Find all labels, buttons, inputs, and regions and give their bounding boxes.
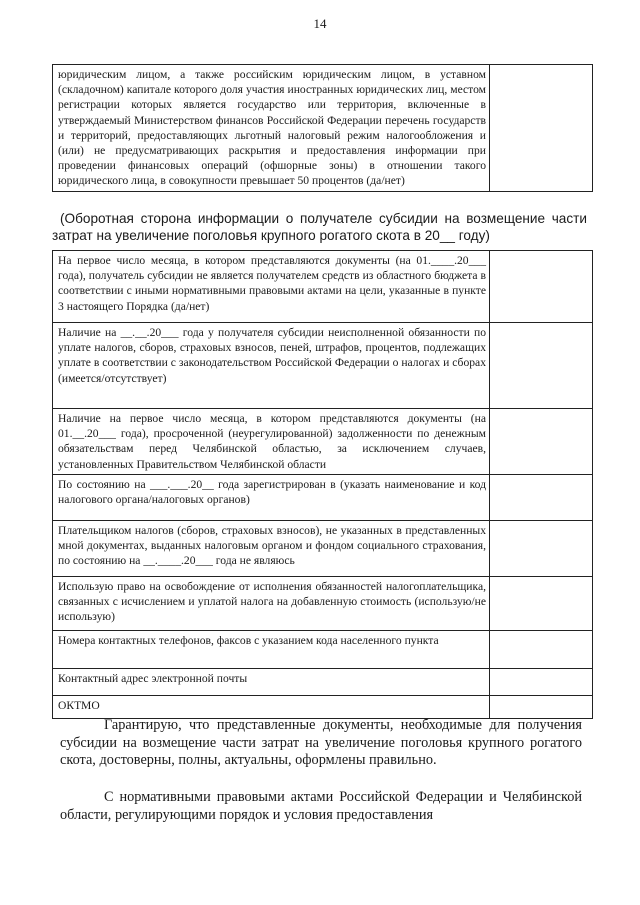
table-row bbox=[53, 576, 593, 630]
row-label: Использую право на освобождение от исполнения обязанностей налогоплательщика, связанных с исчислением и уплатой налога на добавленную стоимость (использую/не использую) bbox=[53, 576, 490, 630]
row-value-field[interactable] bbox=[490, 323, 593, 409]
row-value-field[interactable] bbox=[490, 65, 593, 192]
table-row bbox=[53, 520, 593, 576]
row-value-field[interactable] bbox=[490, 251, 593, 323]
page-number: 14 bbox=[313, 16, 327, 31]
row-label: ОКТМО bbox=[53, 695, 490, 718]
row-label: юридическим лицом, а также российским юридическим лицом, в уставном (складочном) капитале которого доля участия иностранных юридических лиц, местом регистрации которых является государство или территория, включенные в утверждаемый Министерством финансов Российской Федерации перечень государств и территорий, предоставляющих льготный налоговый режим налогообложения и (или) не предусматривающих раскрытия и предоставления информации при проведении финансовых операций (офшорные зоны) в отношении такого юридического лица, в совокупности превышает 50 процентов (да/нет) bbox=[53, 65, 490, 192]
table-row bbox=[53, 630, 593, 668]
table-row bbox=[53, 695, 593, 718]
table-row bbox=[53, 474, 593, 520]
table-row bbox=[53, 251, 593, 323]
row-value-field[interactable] bbox=[490, 695, 593, 718]
norms-paragraph: С нормативными правовыми актами Российской Федерации и Челябинской области, регулирующими порядок и условия предоставления bbox=[60, 789, 582, 823]
row-label: Номера контактных телефонов, факсов с указанием кода населенного пункта bbox=[53, 630, 490, 668]
recipient-info-table bbox=[52, 250, 593, 719]
guarantee-paragraph: Гарантирую, что представленные документы, необходимые для получения субсидии на возмещение части затрат на увеличение поголовья крупного рогатого скота, достоверны, полны, актуальны, оформлены правильно. bbox=[60, 717, 582, 769]
row-label: Плательщиком налогов (сборов, страховых взносов), не указанных в представленных мной документах, выданных налоговым органом и фондом социального страхования, по состоянию на __.____.20___ года не являюсь bbox=[53, 520, 490, 576]
table-row bbox=[53, 668, 593, 695]
info-table-continuation bbox=[52, 64, 593, 192]
row-value-field[interactable] bbox=[490, 474, 593, 520]
table-row bbox=[53, 323, 593, 409]
row-value-field[interactable] bbox=[490, 409, 593, 475]
row-value-field[interactable] bbox=[490, 668, 593, 695]
row-label: Наличие на первое число месяца, в котором представляются документы (на 01.__.20___ года), просроченной (неурегулированной) задолженности по денежным обязательствам перед Челябинской областью, за исключением случаев, установленных Правительством Челябинской области bbox=[53, 409, 490, 475]
row-value-field[interactable] bbox=[490, 576, 593, 630]
row-label: На первое число месяца, в котором представляются документы (на 01.____.20___ года), получатель субсидии не является получателем средств из областного бюджета в соответствии с иными нормативными правовыми актами на цели, указанные в пункте 3 настоящего Порядка (да/нет) bbox=[53, 251, 490, 323]
row-label: По состоянию на ___.___.20__ года зарегистрирован в (указать наименование и код налогового органа/налоговых органов) bbox=[53, 474, 490, 520]
row-label: Наличие на __.__.20___ года у получателя субсидии неисполненной обязанности по уплате налогов, сборов, страховых взносов, пеней, штрафов, процентов, подлежащих уплате в соответствии с законодательством Российской Федерации о налогах и сборах (имеется/отсутствует) bbox=[53, 323, 490, 409]
row-value-field[interactable] bbox=[490, 630, 593, 668]
table-row bbox=[53, 409, 593, 475]
row-value-field[interactable] bbox=[490, 520, 593, 576]
section-heading: (Оборотная сторона информации о получателе субсидии на возмещение части затрат на увеличение поголовья крупного рогатого скота в 20__ году) bbox=[52, 211, 587, 243]
table-row bbox=[53, 65, 593, 192]
row-label: Контактный адрес электронной почты bbox=[53, 668, 490, 695]
